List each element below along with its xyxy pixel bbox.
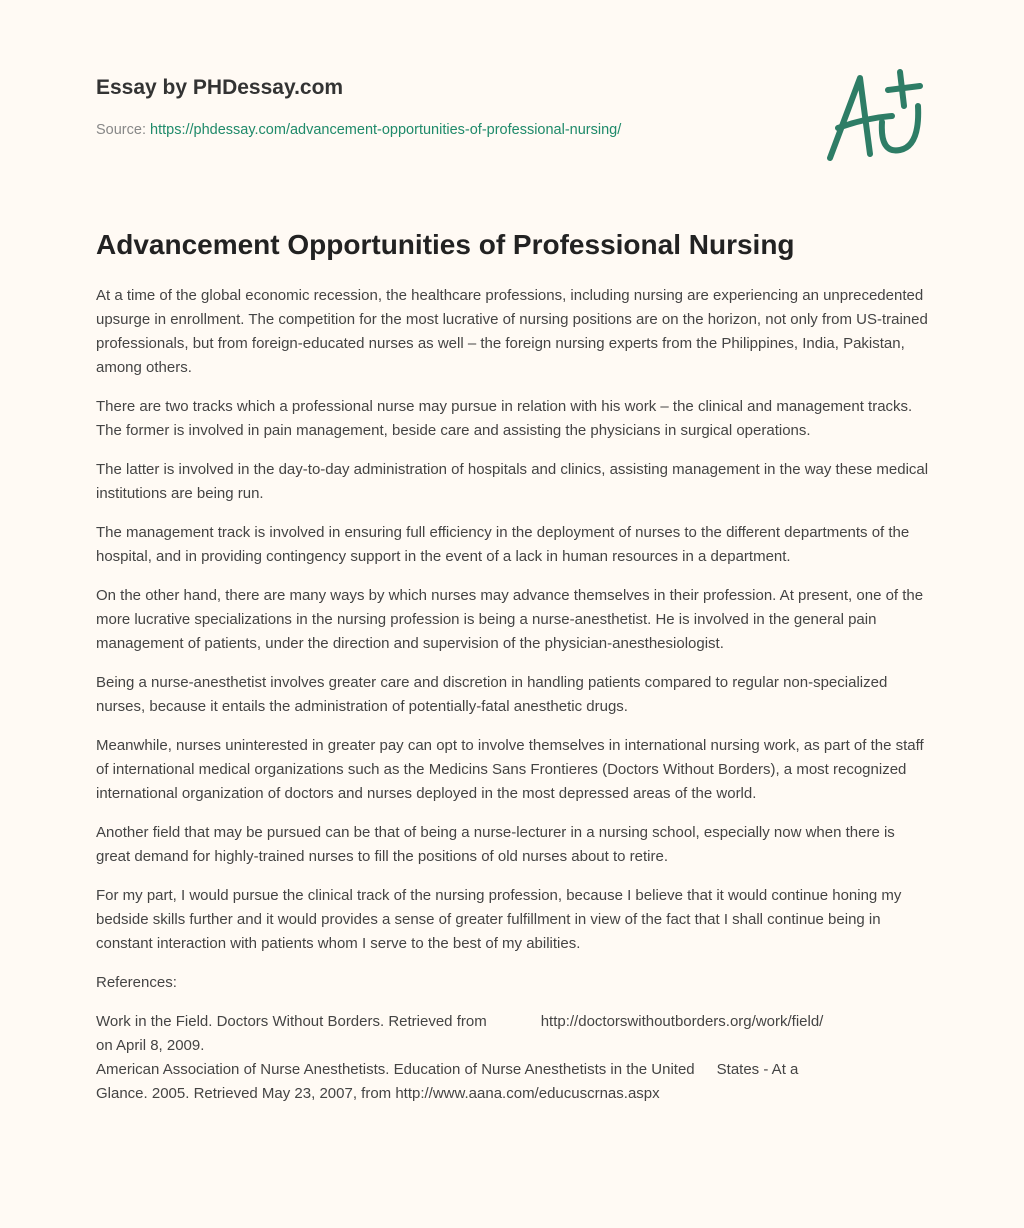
reference-text: Glance. 2005. Retrieved May 23, 2007, from http://www.aana.com/educuscrnas.aspx [96, 1085, 660, 1102]
paragraph: The management track is involved in ensuring full efficiency in the deployment of nurses to the different departments of the hospital, and in providing contingency support in the event of a lack in human resources in a department. [96, 524, 910, 565]
reference-text: on April 8, 2009. [96, 1037, 205, 1054]
paragraph: On the other hand, there are many ways by which nurses may advance themselves in their profession. At present, one of the more lucrative specializations in the nursing profession is being a nurse-anesthetist. He is involved in the general pain management of patients, under the direction and supervision of the physician-anesthesiologist. [96, 587, 924, 652]
references-list [96, 1010, 930, 1106]
reference-text: Work in the Field. Doctors Without Borders. Retrieved from [96, 1013, 487, 1030]
essay-title: Advancement Opportunities of Professional Nursing [96, 229, 795, 260]
paragraph: For my part, I would pursue the clinical track of the nursing profession, because I believe that it would continue honing my bedside skills further and it would provides a sense of greater fulfillment in view of the fact that I shall continue being in constant interaction with patients whom I serve to the best of my abilities. [96, 887, 902, 952]
paragraph: There are two tracks which a professional nurse may pursue in relation with his work – the clinical and management tracks. The former is involved in pain management, beside care and assisting the physicians in surgical operations. [96, 398, 913, 439]
reference-text: States - At a [716, 1061, 799, 1078]
source-link[interactable]: https://phdessay.com/advancement-opportunities-of-professional-nursing/ [150, 122, 622, 138]
essay-header [96, 76, 621, 138]
reference-item [96, 1058, 930, 1106]
reference-item [96, 1010, 930, 1058]
reference-url: http://doctorswithoutborders.org/work/field/ [540, 1013, 824, 1030]
essay-body [96, 226, 930, 1106]
references-label: References: [96, 974, 177, 991]
paragraph: The latter is involved in the day-to-day administration of hospitals and clinics, assisting management in the way these medical institutions are being run. [96, 461, 929, 502]
a-plus-logo-icon [820, 66, 930, 166]
paragraph: Another field that may be pursued can be that of being a nurse-lecturer in a nursing school, especially now when there is great demand for highly-trained nurses to fill the positions of old nurses about to retire. [96, 824, 895, 865]
paragraph: At a time of the global economic recession, the healthcare professions, including nursing are experiencing an unprecedented upsurge in enrollment. The competition for the most lucrative of nursing positions are on the horizon, not only from US-trained professionals, but from foreign-educated nurses as well – the foreign nursing experts from the Philippines, India, Pakistan, among others. [96, 287, 928, 376]
paragraph: Meanwhile, nurses uninterested in greater pay can opt to involve themselves in international nursing work, as part of the staff of international medical organizations such as the Medicins Sans Frontieres (Doctors Without Borders), a most recognized international organization of doctors and nurses deployed in the most depressed areas of the world. [96, 737, 924, 802]
paragraph: Being a nurse-anesthetist involves greater care and discretion in handling patients compared to regular non-specialized nurses, because it entails the administration of potentially-fatal anesthetic drugs. [96, 674, 888, 715]
brand-title: Essay by PHDessay.com [96, 76, 344, 99]
reference-text: American Association of Nurse Anesthetists. Education of Nurse Anesthetists in the United [96, 1061, 695, 1078]
source-line [96, 122, 621, 138]
source-label: Source: [96, 122, 146, 138]
